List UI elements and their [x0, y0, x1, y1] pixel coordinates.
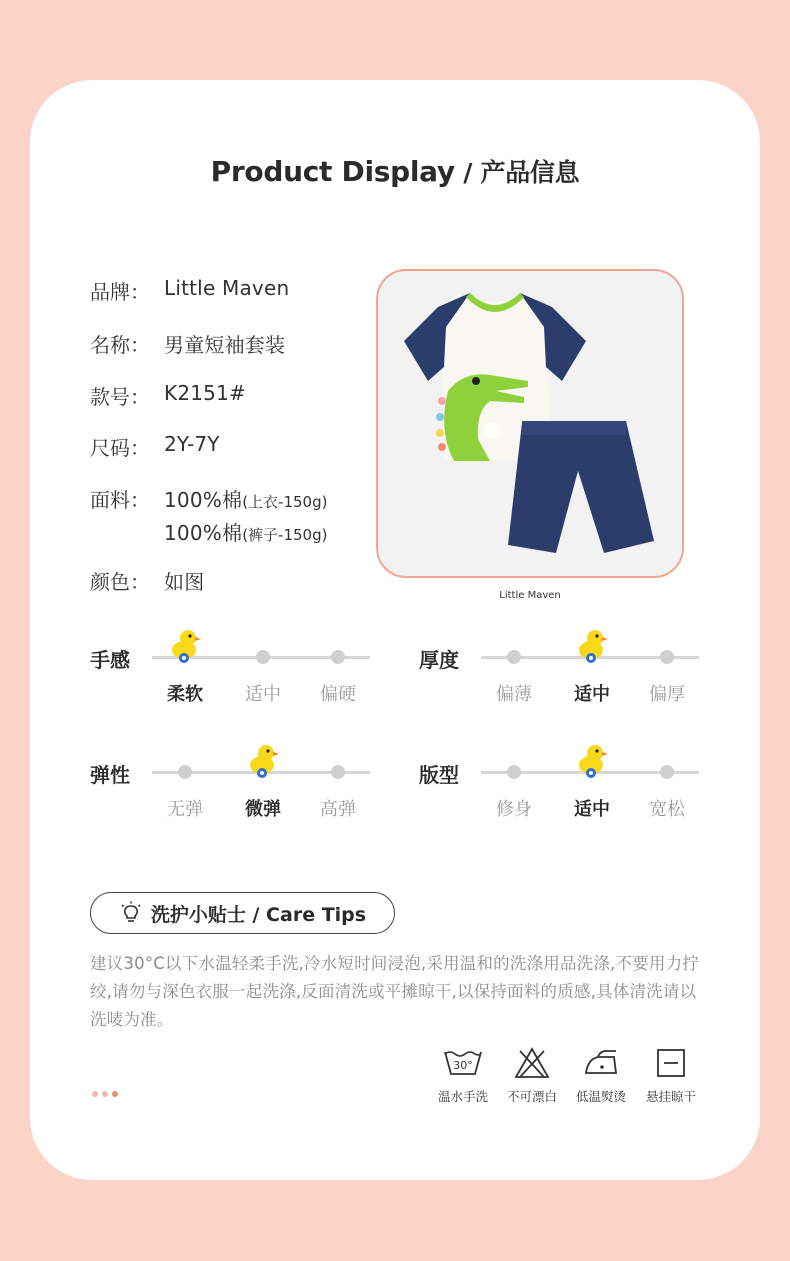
care-label: 不可漂白 [506, 1089, 557, 1104]
product-caption: Little Maven [499, 590, 561, 601]
duck-marker-icon [246, 743, 280, 779]
duck-marker-icon [575, 743, 609, 779]
scale-option: 偏薄 [496, 684, 532, 705]
hang-dry-icon [656, 1048, 686, 1078]
title-en: Product Display [210, 155, 455, 188]
lightbulb-icon [119, 901, 143, 925]
scale-dot [507, 650, 521, 664]
indicator-dot [92, 1091, 98, 1097]
info-value: 如图 [164, 570, 205, 594]
scale-dot [660, 650, 674, 664]
fabric-top: 100%棉 [164, 488, 243, 512]
duck-marker-icon [168, 628, 202, 664]
scale-option: 适中 [245, 684, 281, 705]
fabric-pants-weight: (裤子-150g) [242, 526, 328, 544]
scale-option: 柔软 [167, 684, 203, 705]
scale-label: 弹性 [90, 763, 130, 787]
scale-elasticity [90, 743, 380, 833]
scale-option: 修身 [496, 799, 532, 820]
scale-label: 厚度 [419, 648, 459, 672]
info-value: 2Y-7Y [164, 432, 220, 456]
info-value: K2151# [164, 381, 246, 405]
info-key: 名称： [90, 333, 150, 357]
care-item-low-iron [566, 1045, 636, 1105]
scale-dot [331, 650, 345, 664]
scale-dot [331, 765, 345, 779]
no-bleach-icon [514, 1047, 550, 1079]
care-label: 悬挂晾干 [645, 1089, 696, 1104]
info-fabric [90, 484, 327, 546]
scale-option: 宽松 [649, 799, 685, 820]
scale-dot [178, 765, 192, 779]
low-iron-icon [582, 1049, 620, 1077]
scale-option: 偏硬 [320, 684, 356, 705]
info-key: 款号： [90, 385, 150, 409]
scale-option: 适中 [574, 799, 610, 820]
info-key: 面料： [90, 488, 150, 512]
scale-option: 高弹 [320, 799, 356, 820]
page-indicator [92, 1091, 118, 1097]
scale-label: 手感 [90, 648, 130, 672]
hand-wash-30-icon [443, 1048, 483, 1078]
indicator-dot-active [112, 1091, 118, 1097]
title-sep: / [454, 158, 481, 187]
info-value: 男童短袖套装 [164, 333, 286, 357]
title-cn: 产品信息 [480, 158, 580, 187]
fabric-pants: 100%棉 [164, 521, 243, 545]
scale-option: 适中 [574, 684, 610, 705]
indicator-dot [102, 1091, 108, 1097]
scale-feel [90, 628, 380, 718]
info-name [90, 329, 285, 358]
care-item-hand-wash [428, 1045, 498, 1105]
info-color [90, 566, 204, 595]
product-illustration [378, 271, 684, 578]
scale-thickness [419, 628, 709, 718]
care-item-hang-dry [636, 1045, 706, 1105]
scale-option: 微弹 [245, 799, 281, 820]
scale-option: 无弹 [167, 799, 203, 820]
care-label: 低温熨烫 [575, 1089, 626, 1104]
info-key: 品牌： [90, 280, 150, 304]
info-value: Little Maven [164, 276, 290, 300]
info-key: 尺码： [90, 436, 150, 460]
duck-marker-icon [575, 628, 609, 664]
info-model [90, 381, 246, 410]
product-image [376, 269, 684, 578]
scale-dot [256, 650, 270, 664]
page-title [0, 153, 790, 189]
fabric-top-weight: (上衣-150g) [242, 493, 328, 511]
wash-temp: 30° [453, 1059, 473, 1072]
info-key: 颜色： [90, 570, 150, 594]
scale-label: 版型 [419, 763, 459, 787]
scale-fit [419, 743, 709, 833]
care-tips-heading [90, 892, 395, 934]
care-tips-text: 建议30°C以下水温轻柔手洗,冷水短时间浸泡,采用温和的洗涤用品洗涤,不要用力拧绞,请勿与深色衣服一起洗涤,反面清洗或平摊晾干,以保持面料的质感,具体清洗请以洗唛为准。 [90, 954, 700, 1029]
care-tips-title: 洗护小贴士 / Care Tips [150, 903, 367, 926]
care-label: 温水手洗 [437, 1089, 488, 1104]
care-item-no-bleach [497, 1045, 567, 1105]
scale-dot [507, 765, 521, 779]
scale-dot [660, 765, 674, 779]
info-size [90, 432, 220, 461]
scale-option: 偏厚 [649, 684, 685, 705]
info-brand [90, 276, 289, 305]
